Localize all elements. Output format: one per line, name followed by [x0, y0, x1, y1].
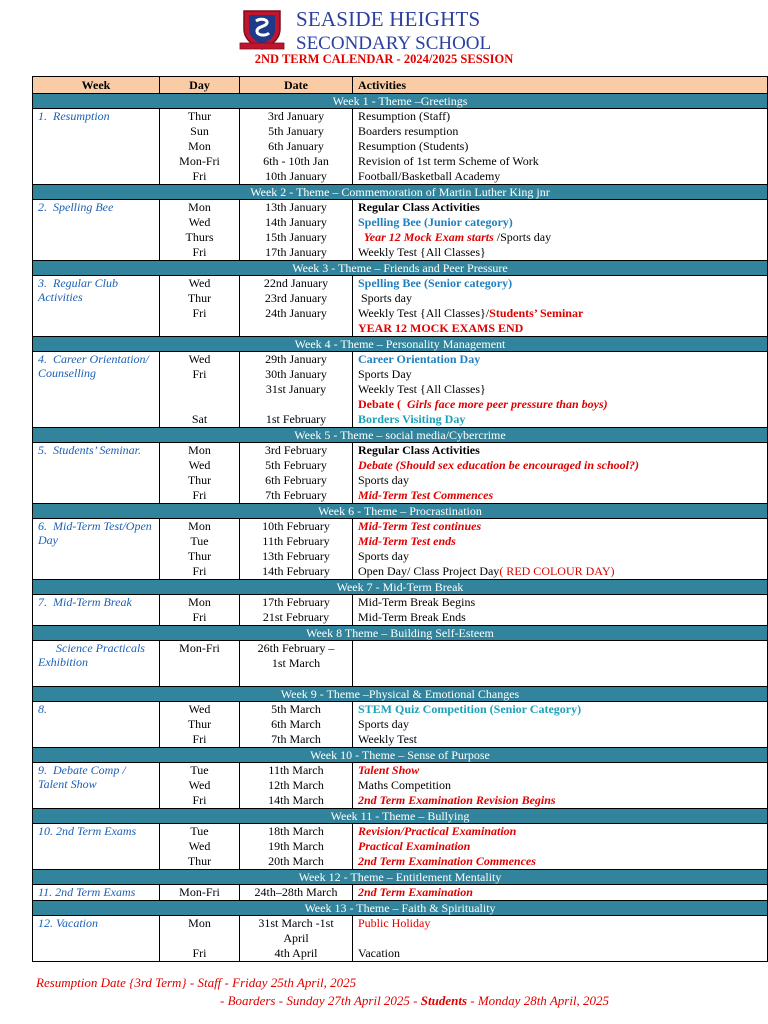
week-theme: Week 12 - Theme – Entitlement Mentality — [33, 870, 768, 885]
date: 1st March — [271, 656, 321, 670]
week-label: 11. 2nd Term Exams — [33, 885, 160, 901]
activity-text: Revision/Practical Examination — [358, 824, 517, 838]
table-header-row — [33, 77, 768, 94]
activity-text: Practical Examination — [358, 839, 471, 853]
school-crest-icon — [238, 7, 286, 51]
activity-text: Sports day — [358, 473, 409, 487]
activity-text: Talent Show — [358, 763, 420, 777]
day: Wed — [188, 839, 211, 853]
activity-text: Sports Day — [358, 367, 412, 381]
activity-text: 2nd Term Examination Revision Begins — [358, 793, 556, 807]
day: Sun — [190, 124, 209, 138]
activity — [358, 778, 764, 793]
activity-text: Sports day — [358, 549, 409, 563]
day-cell — [160, 702, 240, 748]
day: Thur — [187, 854, 212, 868]
activity-text: YEAR 12 MOCK EXAMS END — [358, 321, 524, 335]
day: Fri — [192, 793, 207, 807]
activity-text: Public Holiday — [358, 916, 431, 930]
activity-text: Students’ Seminar — [489, 306, 584, 320]
day — [163, 656, 236, 671]
week-band — [33, 337, 768, 352]
activity-text: Spelling Bee (Junior category) — [358, 215, 513, 229]
week-block — [33, 109, 768, 185]
activity-text: Resumption (Students) — [358, 139, 469, 153]
day: Fri — [192, 488, 207, 502]
activity — [358, 946, 764, 961]
col-header-day: Day — [160, 77, 240, 94]
date: 17th January — [265, 245, 327, 259]
date: 6th February — [265, 473, 327, 487]
day: Wed — [188, 702, 211, 716]
day: Thurs — [185, 230, 214, 244]
activities-cell — [353, 595, 768, 626]
activity — [358, 169, 764, 184]
activity-text: Open Day/ Class Project Day — [358, 564, 500, 578]
activity-text: Mid-Term Break Begins — [358, 595, 476, 609]
activity-text: Maths Competition — [358, 778, 451, 792]
activities-cell — [353, 763, 768, 809]
day-cell — [160, 763, 240, 809]
week-theme: Week 5 - Theme – social media/Cybercrime — [33, 428, 768, 443]
date: 17th February — [262, 595, 330, 609]
day-cell — [160, 916, 240, 962]
activity-text: Weekly Test {All Classes} — [358, 382, 486, 396]
activities-cell — [353, 200, 768, 261]
day: Mon — [188, 916, 211, 930]
week-label: 7. Mid-Term Break — [33, 595, 160, 626]
activity-text: 2nd Term Examination — [358, 885, 473, 899]
activity — [358, 656, 764, 671]
date: 3rd February — [264, 443, 328, 457]
activity-text: Sports day — [358, 291, 412, 305]
activity-text: Boarders resumption — [358, 124, 459, 138]
week-label: Science Practicals Exhibition — [33, 641, 160, 687]
day — [163, 931, 236, 946]
date: 23rd January — [264, 291, 328, 305]
week-band — [33, 428, 768, 443]
date-cell — [240, 443, 353, 504]
day-cell — [160, 200, 240, 261]
week-block — [33, 276, 768, 337]
activity-text: Regular Class Activities — [358, 200, 480, 214]
date: 26th February – — [257, 641, 335, 655]
date: 10th January — [265, 169, 327, 183]
week-label: 12. Vacation — [33, 916, 160, 962]
activity — [358, 702, 764, 717]
day: Mon-Fri — [179, 885, 220, 899]
activity-text: Weekly Test — [358, 732, 417, 746]
day-cell — [160, 519, 240, 580]
activity-text: Mid-Term Test ends — [358, 534, 456, 548]
activity — [358, 200, 764, 215]
activities-cell — [353, 276, 768, 337]
day-cell — [160, 641, 240, 687]
week-band — [33, 580, 768, 595]
date: 5th January — [268, 124, 324, 138]
activity-text: Borders Visiting Day — [358, 412, 466, 426]
day: Fri — [192, 169, 207, 183]
activity — [358, 458, 764, 473]
date-cell — [240, 763, 353, 809]
activity — [358, 139, 764, 154]
week-label: 5. Students’ Seminar. — [33, 443, 160, 504]
week-block — [33, 702, 768, 748]
activity — [358, 793, 764, 808]
week-theme: Week 3 - Theme – Friends and Peer Pressure — [33, 261, 768, 276]
date-cell — [240, 641, 353, 687]
date: 12th March — [268, 778, 324, 792]
activity — [358, 397, 764, 412]
page-header — [0, 0, 768, 76]
date: 30th January — [265, 367, 327, 381]
day: Fri — [192, 367, 207, 381]
date — [243, 671, 349, 686]
day: Sat — [191, 412, 208, 426]
activity — [358, 824, 764, 839]
date-cell — [240, 276, 353, 337]
activity-text: Girls face more peer pressure than boys) — [403, 397, 608, 411]
activity-text: Debate ( — [358, 397, 404, 411]
date-cell — [240, 352, 353, 428]
date: April — [283, 931, 309, 945]
date-cell — [240, 916, 353, 962]
date: 18th March — [268, 824, 324, 838]
week-block — [33, 595, 768, 626]
activity — [358, 245, 764, 260]
date-cell — [240, 595, 353, 626]
week-block — [33, 641, 768, 687]
activities-cell — [353, 641, 768, 687]
activity — [358, 276, 764, 291]
activities-cell — [353, 109, 768, 185]
day — [163, 382, 236, 397]
week-theme: Week 9 - Theme –Physical & Emotional Changes — [33, 687, 768, 702]
activity — [358, 595, 764, 610]
activities-cell — [353, 443, 768, 504]
date: 14th January — [265, 215, 327, 229]
week-label: 8. — [33, 702, 160, 748]
week-block — [33, 885, 768, 901]
activity — [358, 154, 764, 169]
activity — [358, 641, 764, 656]
date: 31st March -1st — [258, 916, 334, 930]
activity — [358, 321, 764, 336]
day: Fri — [192, 306, 207, 320]
date: 3rd January — [267, 109, 325, 123]
activity-text: Weekly Test {All Classes}/ — [358, 306, 490, 320]
school-name-line2: SECONDARY SCHOOL — [296, 33, 492, 54]
activity — [358, 124, 764, 139]
day: Mon-Fri — [179, 154, 220, 168]
day: Fri — [192, 732, 207, 746]
day — [163, 321, 236, 336]
footer-resumption-students — [220, 993, 609, 1009]
week-band — [33, 261, 768, 276]
date: 6th - 10th Jan — [263, 154, 329, 168]
activity — [358, 763, 764, 778]
date — [243, 321, 349, 336]
day: Wed — [188, 778, 211, 792]
date: 6th January — [268, 139, 324, 153]
date: 10th February — [262, 519, 330, 533]
activities-cell — [353, 916, 768, 962]
footer-boarders: - Boarders - Sunday 27th April 2025 - — [220, 993, 421, 1008]
week-theme: Week 2 - Theme – Commemoration of Martin Luther King jnr — [33, 185, 768, 200]
date-cell — [240, 702, 353, 748]
activity-text: Vacation — [358, 946, 400, 960]
activity — [358, 109, 764, 124]
day-cell — [160, 109, 240, 185]
activity — [358, 412, 764, 427]
day-cell — [160, 352, 240, 428]
week-band — [33, 504, 768, 519]
activity — [358, 916, 764, 931]
activity — [358, 885, 764, 900]
activity-text: Year 12 Mock Exam starts — [358, 230, 497, 244]
date: 11th February — [262, 534, 330, 548]
week-label: 9. Debate Comp / Talent Show — [33, 763, 160, 809]
day: Fri — [192, 564, 207, 578]
date: 14th March — [268, 793, 324, 807]
week-block — [33, 519, 768, 580]
activity-text: Revision of 1st term Scheme of Work — [358, 154, 539, 168]
activity-text: Sports day — [358, 717, 409, 731]
activity-text: Debate (Should sex education be encouraged in school?) — [358, 458, 639, 472]
date: 1st February — [265, 412, 327, 426]
day-cell — [160, 824, 240, 870]
week-band — [33, 94, 768, 109]
col-header-week: Week — [33, 77, 160, 94]
week-label: 4. Career Orientation/ Counselling — [33, 352, 160, 428]
date: 21st February — [262, 610, 330, 624]
day: Tue — [190, 824, 209, 838]
date: 7th February — [265, 488, 327, 502]
day-cell — [160, 595, 240, 626]
week-block — [33, 200, 768, 261]
week-block — [33, 352, 768, 428]
day: Mon — [188, 519, 211, 533]
week-theme: Week 7 - Mid-Term Break — [33, 580, 768, 595]
activity — [358, 215, 764, 230]
date: 13th February — [262, 549, 330, 563]
week-band — [33, 748, 768, 763]
col-header-date: Date — [240, 77, 353, 94]
activity-text: Mid-Term Test Commences — [358, 488, 494, 502]
school-name-line1: SEASIDE HEIGHTS — [296, 7, 481, 31]
date-cell — [240, 109, 353, 185]
activity-text: Mid-Term Break Ends — [358, 610, 466, 624]
week-label: 6. Mid-Term Test/Open Day — [33, 519, 160, 580]
col-header-activities: Activities — [353, 77, 768, 94]
activity — [358, 291, 764, 306]
activities-cell — [353, 702, 768, 748]
day: Thur — [187, 717, 212, 731]
day: Thur — [187, 473, 212, 487]
day-cell — [160, 443, 240, 504]
week-block — [33, 763, 768, 809]
activity — [358, 610, 764, 625]
day-cell — [160, 276, 240, 337]
day-cell — [160, 885, 240, 901]
week-block — [33, 916, 768, 962]
week-theme: Week 4 - Theme – Personality Management — [33, 337, 768, 352]
week-label: 2. Spelling Bee — [33, 200, 160, 261]
date: 15th January — [265, 230, 327, 244]
week-theme: Week 1 - Theme –Greetings — [33, 94, 768, 109]
week-theme: Week 6 - Theme – Procrastination — [33, 504, 768, 519]
activity-text: ( RED COLOUR DAY) — [499, 564, 615, 578]
activity — [358, 549, 764, 564]
activity — [358, 367, 764, 382]
activity — [358, 931, 764, 946]
activity-text: Career Orientation Day — [358, 352, 481, 366]
day: Fri — [192, 946, 207, 960]
activity-text: Regular Class Activities — [358, 443, 480, 457]
day: Mon-Fri — [179, 641, 220, 655]
activity — [358, 839, 764, 854]
week-band — [33, 809, 768, 824]
day: Wed — [188, 215, 211, 229]
day: Mon — [188, 139, 211, 153]
date-cell — [240, 519, 353, 580]
date: 13th January — [265, 200, 327, 214]
date-cell — [240, 885, 353, 901]
day: Wed — [188, 352, 211, 366]
week-band — [33, 185, 768, 200]
week-theme: Week 10 - Theme – Sense of Purpose — [33, 748, 768, 763]
footer-resumption-staff: Resumption Date {3rd Term} - Staff - Friday 25th April, 2025 — [36, 975, 357, 990]
day: Tue — [190, 534, 209, 548]
activities-cell — [353, 824, 768, 870]
activity-text: Weekly Test {All Classes} — [358, 245, 486, 259]
activity — [358, 306, 764, 321]
activity-text: Mid-Term Test continues — [358, 519, 482, 533]
activity — [358, 717, 764, 732]
week-band — [33, 626, 768, 641]
date: 6th March — [271, 717, 321, 731]
day — [163, 671, 236, 686]
day: Mon — [188, 200, 211, 214]
day: Thur — [187, 291, 212, 305]
activity — [358, 352, 764, 367]
term-calendar-table — [32, 76, 768, 962]
day: Thur — [187, 109, 212, 123]
week-theme: Week 8 Theme – Building Self-Esteem — [33, 626, 768, 641]
date: 5th March — [271, 702, 321, 716]
week-label: 10. 2nd Term Exams — [33, 824, 160, 870]
date: 22nd January — [263, 276, 329, 290]
day: Mon — [188, 595, 211, 609]
activity-text: Football/Basketball Academy — [358, 169, 501, 183]
calendar-title: 2ND TERM CALENDAR - 2024/2025 SESSION — [254, 52, 514, 66]
date: 19th March — [268, 839, 324, 853]
week-theme: Week 13 - Theme – Faith & Spirituality — [33, 901, 768, 916]
activity — [358, 230, 764, 245]
day: Mon — [188, 443, 211, 457]
activity — [358, 732, 764, 747]
activity-text: 2nd Term Examination Commences — [358, 854, 536, 868]
date: 7th March — [271, 732, 321, 746]
activity-text: STEM Quiz Competition (Senior Category) — [358, 702, 582, 716]
day: Fri — [192, 610, 207, 624]
footer-students-date: - Monday 28th April, 2025 — [467, 993, 610, 1008]
activity — [358, 519, 764, 534]
activity-text: /Sports day — [496, 230, 552, 244]
date: 5th February — [265, 458, 327, 472]
activities-cell — [353, 885, 768, 901]
date: 11th March — [268, 763, 324, 777]
day: Wed — [188, 276, 211, 290]
date: 20th March — [268, 854, 324, 868]
date-cell — [240, 824, 353, 870]
activities-cell — [353, 352, 768, 428]
day — [163, 397, 236, 412]
date: 14th February — [262, 564, 330, 578]
activity — [358, 443, 764, 458]
week-label: 3. Regular Club Activities — [33, 276, 160, 337]
week-block — [33, 443, 768, 504]
week-band — [33, 901, 768, 916]
activity — [358, 534, 764, 549]
week-band — [33, 687, 768, 702]
week-block — [33, 824, 768, 870]
activity — [358, 488, 764, 503]
day: Tue — [190, 763, 209, 777]
activities-cell — [353, 519, 768, 580]
week-band — [33, 870, 768, 885]
date: 29th January — [265, 352, 327, 366]
activity — [358, 382, 764, 397]
activity-text: Spelling Bee (Senior category) — [358, 276, 513, 290]
date-cell — [240, 200, 353, 261]
day: Fri — [192, 245, 207, 259]
footer-students-label: Students — [420, 993, 468, 1008]
activity — [358, 671, 764, 686]
day: Wed — [188, 458, 211, 472]
activity — [358, 854, 764, 869]
activity-text: Resumption (Staff) — [358, 109, 451, 123]
date: 24th–28th March — [254, 885, 338, 899]
activity — [358, 564, 764, 579]
date: 4th April — [274, 946, 318, 960]
week-label: 1. Resumption — [33, 109, 160, 185]
calendar-body — [33, 94, 768, 962]
day: Thur — [187, 549, 212, 563]
date — [243, 397, 349, 412]
activity — [358, 473, 764, 488]
date: 31st January — [265, 382, 327, 396]
week-theme: Week 11 - Theme – Bullying — [33, 809, 768, 824]
date: 24th January — [265, 306, 327, 320]
